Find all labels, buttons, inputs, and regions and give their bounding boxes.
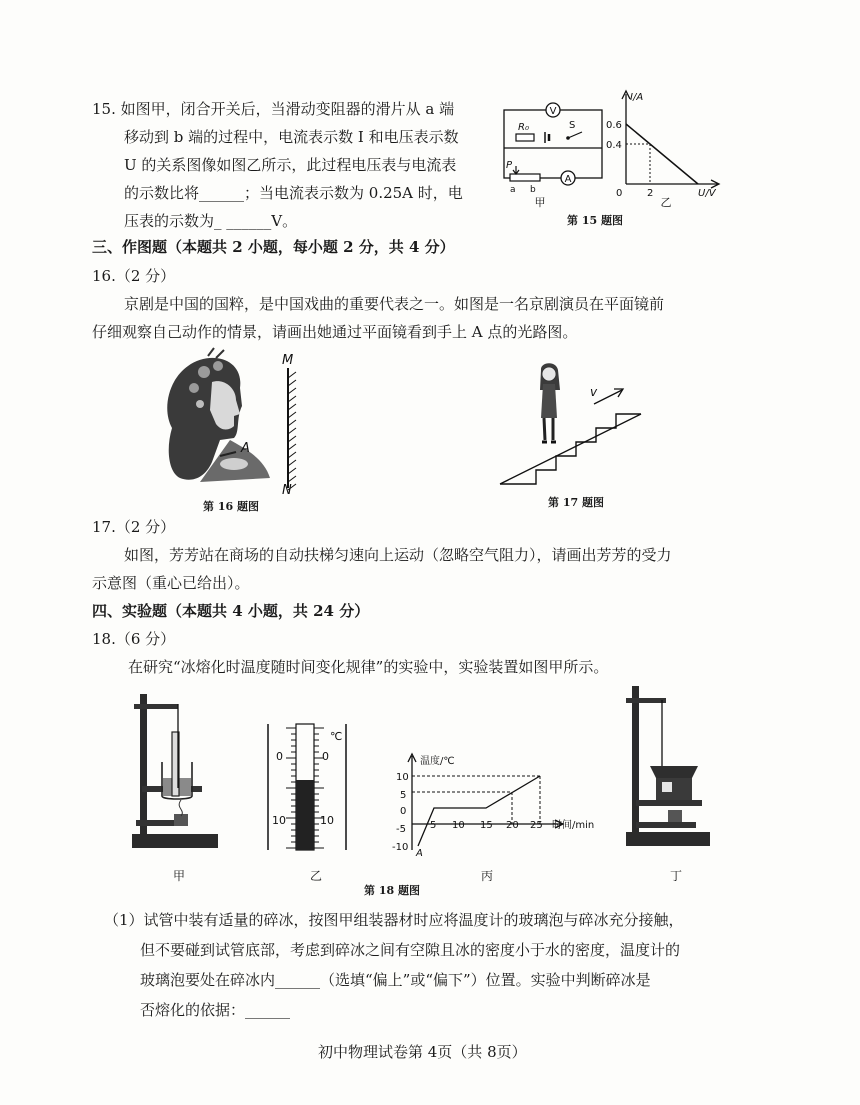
- page-footer: 初中物理试卷第 4页（共 8页）: [318, 1043, 527, 1061]
- q18-intro: 在研究“冰熔化时温度随时间变化规律”的实验中，实验装置如图甲所示。: [128, 658, 609, 676]
- ytick-label: 0.6: [606, 120, 622, 131]
- q18-apparatus-ding: [622, 682, 716, 862]
- q17-figure: [496, 358, 646, 488]
- mirror-hatch-line: [288, 420, 296, 426]
- q18-part1-line-4: 否熔化的依据：______: [140, 1001, 291, 1019]
- mirror-hatch-line: [288, 380, 296, 386]
- q15-circuit-diagram: [498, 96, 610, 209]
- q16-fig-caption: 第 16 题图: [203, 500, 259, 513]
- q17-fig-caption: 第 17 题图: [548, 496, 604, 509]
- xtick-10: 10: [452, 820, 465, 831]
- voltmeter-label: V: [549, 106, 557, 117]
- iu-line: [626, 124, 698, 184]
- ytick-minus5: -5: [396, 824, 406, 835]
- girl-figure: [540, 363, 560, 442]
- switch-label: S: [569, 120, 576, 131]
- q16-figure: [160, 352, 310, 498]
- xtick-15: 15: [480, 820, 493, 831]
- q16-line-2: 仔细观察自己动作的情景，请画出她通过平面镜看到手上 A 点的光路图。: [92, 323, 578, 341]
- q18-thermometer-yi: [258, 722, 370, 852]
- r0-label: R₀: [518, 122, 529, 133]
- point-a-label: A: [416, 848, 423, 859]
- end-b-label: b: [530, 185, 536, 195]
- resistor-r0: [516, 134, 534, 141]
- label-jia: 甲: [534, 196, 546, 209]
- thermo-bottom-left: 10: [272, 814, 286, 827]
- q18-fig-caption: 第 18 题图: [364, 884, 420, 897]
- q18-apparatus-jia: [128, 688, 224, 862]
- mirror-hatch-line: [288, 388, 296, 394]
- mirror-hatch-line: [288, 444, 296, 450]
- mirror-hatch-line: [288, 372, 296, 378]
- ammeter-label: A: [564, 174, 572, 185]
- ytick-5: 5: [400, 790, 407, 801]
- section-3-heading: 三、作图题（本题共 2 小题，每小题 2 分，共 4 分）: [92, 238, 455, 256]
- graph-xlabel: U/V: [698, 188, 716, 199]
- q15-line-4: 的示数比将______；当电流表示数为 0.25A 时，电: [124, 184, 463, 202]
- q15-fig-caption: 第 15 题图: [567, 214, 623, 227]
- temp-graph-ylabel: 温度/℃: [420, 756, 455, 767]
- mirror-hatch-line: [288, 468, 296, 474]
- sub-label-jia: 甲: [173, 869, 186, 883]
- q17-line-2: 示意图（重心已给出）。: [92, 574, 250, 592]
- mirror-hatch-line: [288, 436, 296, 442]
- mirror-hatch-line: [288, 396, 296, 402]
- section-4-heading: 四、实验题（本题共 4 小题，共 24 分）: [92, 602, 370, 620]
- q18-part1-line-3: 玻璃泡要处在碎冰内______（选填“偏上”或“偏下”）位置。实验中判断碎冰是: [140, 971, 651, 989]
- graph-ylabel: I/A: [630, 92, 644, 103]
- q16-line-1: 京剧是中国的国粹，是中国戏曲的重要代表之一。如图是一名京剧演员在平面镜前: [124, 295, 665, 313]
- point-a-label: A: [241, 441, 250, 456]
- mirror-hatch-line: [288, 452, 296, 458]
- mirror-hatch-line: [288, 476, 296, 482]
- q17-line-1: 如图，芳芳站在商场的自动扶梯匀速向上运动（忽略空气阻力），请画出芳芳的受力: [124, 546, 672, 564]
- velocity-arrow: [594, 390, 622, 404]
- mercury-column: [296, 780, 314, 850]
- q15-line-3: U 的关系图像如图乙所示，此过程电压表与电流表: [124, 156, 457, 174]
- q18-temp-graph-bing: [394, 752, 606, 860]
- mirror-hatch-line: [288, 460, 296, 466]
- mirror-n-label: N: [282, 483, 292, 498]
- end-a-label: a: [510, 185, 516, 195]
- xtick-label: 2: [647, 188, 654, 199]
- sub-label-ding: 丁: [670, 869, 683, 883]
- plane-mirror-mn: [288, 368, 296, 490]
- velocity-label: v: [590, 385, 598, 399]
- q18-part1-line-1: （1）试管中装有适量的碎冰，按图甲组装器材时应将温度计的玻璃泡与碎冰充分接触，: [104, 911, 684, 929]
- xtick-25: 25: [530, 820, 543, 831]
- temp-graph-xlabel: 时间/min: [552, 820, 595, 831]
- thermo-top-left: 0: [276, 750, 283, 763]
- q15-iu-graph: [606, 88, 724, 208]
- xtick-20: 20: [506, 820, 519, 831]
- q18-head: 18.（6 分）: [92, 630, 176, 648]
- q16-head: 16.（2 分）: [92, 267, 176, 285]
- mirror-m-label: M: [282, 353, 294, 368]
- q15-line-5: 压表的示数为_ ______V。: [124, 212, 298, 230]
- q18-part1-line-2: 但不要碰到试管底部，考虑到碎冰之间有空隙且冰的密度小于水的密度，温度计的: [140, 941, 681, 959]
- rheostat: [510, 174, 540, 181]
- mirror-hatch-line: [288, 428, 296, 434]
- graph-origin: 0: [616, 188, 623, 199]
- thermo-unit: ℃: [330, 730, 343, 743]
- slider-p-label: P: [506, 160, 513, 171]
- mirror-hatch-line: [288, 412, 296, 418]
- q17-head: 17.（2 分）: [92, 518, 176, 536]
- sub-label-yi: 乙: [310, 869, 323, 883]
- thermo-top-right: 0: [322, 750, 329, 763]
- xtick-5: 5: [430, 820, 437, 831]
- q15-line-1: 15. 如图甲，闭合开关后，当滑动变阻器的滑片从 a 端: [92, 100, 455, 118]
- ytick-0: 0: [400, 806, 407, 817]
- ytick-label: 0.4: [606, 140, 622, 151]
- ytick-minus10: -10: [392, 842, 409, 853]
- ytick-10: 10: [396, 772, 409, 783]
- opera-performer-illustration: [167, 348, 270, 482]
- thermo-bottom-right: 10: [320, 814, 334, 827]
- heating-curve: [418, 776, 540, 846]
- q15-line-2: 移动到 b 端的过程中，电流表示数 I 和电压表示数: [124, 128, 459, 146]
- sub-label-bing: 丙: [481, 869, 494, 883]
- label-yi: 乙: [660, 196, 672, 209]
- mirror-hatch-line: [288, 404, 296, 410]
- switch-s: [568, 132, 582, 138]
